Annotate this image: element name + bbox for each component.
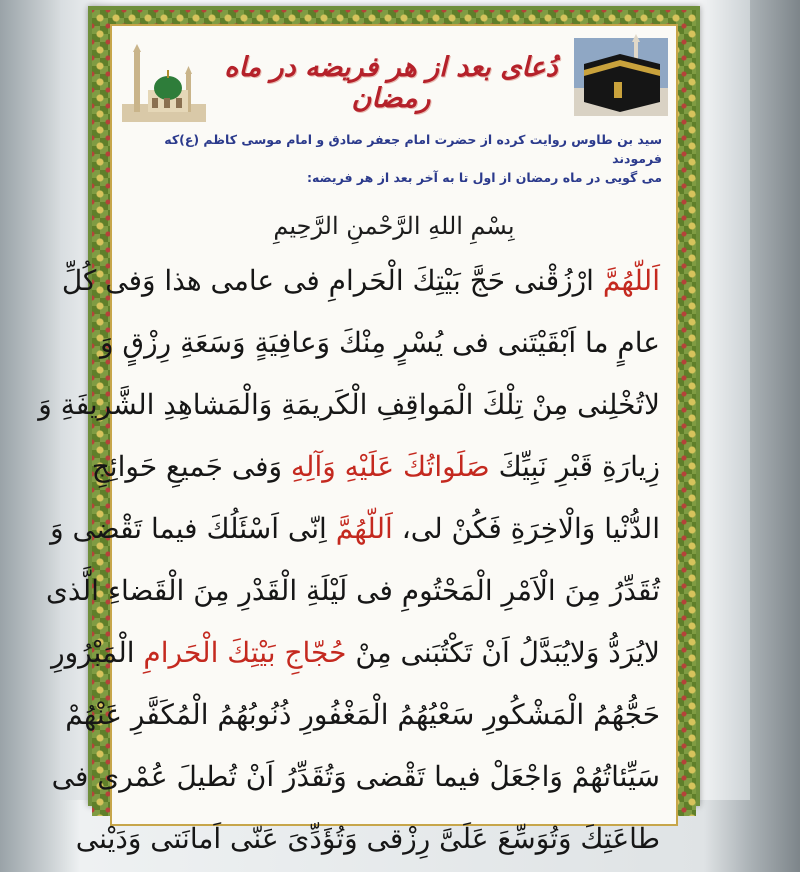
highlight-text: اَللّهُمَّ: [335, 512, 393, 545]
prayer-card: [38, 6, 700, 855]
line-text: الدُّنْیا وَالْاخِرَةِ فَكُنْ لی،: [392, 512, 660, 545]
highlight-text: اَللّهُمَّ: [602, 264, 660, 297]
prayer-line: [51, 624, 660, 686]
line-text: عامٍ ما اَبْقَیْتَنی فی یُسْرٍ مِنْكَ وَعافِیَةٍ وَسَعَةِ رِزْقٍ وَ: [99, 326, 660, 359]
prayer-line: [50, 500, 660, 562]
prayer-line: [75, 810, 660, 872]
card-header: [112, 26, 676, 122]
prayer-line: [38, 376, 660, 438]
prayer-line: [65, 686, 660, 748]
prayer-text: [38, 252, 660, 872]
line-text: زِیارَةِ قَبْرِ نَبِیِّكَ: [489, 450, 660, 483]
intro-line: سید بن طاوس روایت کرده از حضرت امام جعفر صادق و امام موسی کاظم (ع)که فرمودند: [164, 132, 662, 166]
line-text: الْمَبْرُورِ: [51, 636, 144, 669]
line-text: وَفی جَمیعِ حَوائِجِ: [91, 450, 291, 483]
intro-line: می گویی در ماه رمضان از اول تا به آخر بعد از هر فریضه:: [307, 170, 662, 185]
line-text: حَجُّهُمُ الْمَشْكُورِ سَعْیُهُمُ الْمَغْفُورِ ذُنُوبُهُمُ الْمُكَفَّرِ عَنْهُمْ: [65, 698, 660, 731]
prayer-line: [99, 314, 660, 376]
line-text: لایُرَدُّ وَلایُبَدَّلُ اَنْ تَكْتُبَنی مِنْ: [346, 636, 660, 669]
prayer-line: [61, 252, 660, 314]
card-title: دُعای بعد از هر فریضه در ماه رمضان: [224, 52, 558, 114]
kaaba-icon: [574, 38, 668, 116]
line-text: لاتُخْلِنی مِنْ تِلْكَ الْمَواقِفِ الْكَریمَةِ وَالْمَشاهِدِ الشَّریفَةِ وَ: [38, 388, 660, 421]
basmala: بِسْمِ اللهِ الرَّحْمنِ الرَّحِيمِ: [273, 212, 515, 240]
line-text: سَیِّئاتُهُمْ وَاجْعَلْ فیما تَقْضی وَتُقَدِّرُ اَنْ تُطیلَ عُمْری فی: [51, 760, 660, 793]
line-text: ارْزُقْنی حَجَّ بَیْتِكَ الْحَرامِ فی عامی هذا وَفی كُلِّ: [61, 264, 603, 297]
prayer-line: [91, 438, 660, 500]
mosque-icon: [122, 44, 206, 122]
prayer-line: [46, 562, 660, 624]
line-text: تُقَدِّرُ مِنَ الْاَمْرِ الْمَحْتُومِ فی لَیْلَةِ الْقَدْرِ مِنَ الْقَضاءِ الَّذی: [46, 574, 660, 607]
line-text: طاعَتِكَ وَتُوَسِّعَ عَلَیَّ رِزْقی وَتُؤَدِّیَ عَنّی اَمانَتی وَدَیْنی: [75, 822, 660, 855]
line-text: اِنّی اَسْئَلُكَ فیما تَقْضی وَ: [50, 512, 336, 545]
prayer-line: [51, 748, 660, 810]
highlight-text: صَلَواتُكَ عَلَیْهِ وَآلِهِ: [290, 450, 490, 483]
intro-text: [126, 130, 662, 187]
card-content: [38, 24, 678, 855]
highlight-text: حُجّاجِ بَیْتِكَ الْحَرامِ: [143, 636, 347, 669]
